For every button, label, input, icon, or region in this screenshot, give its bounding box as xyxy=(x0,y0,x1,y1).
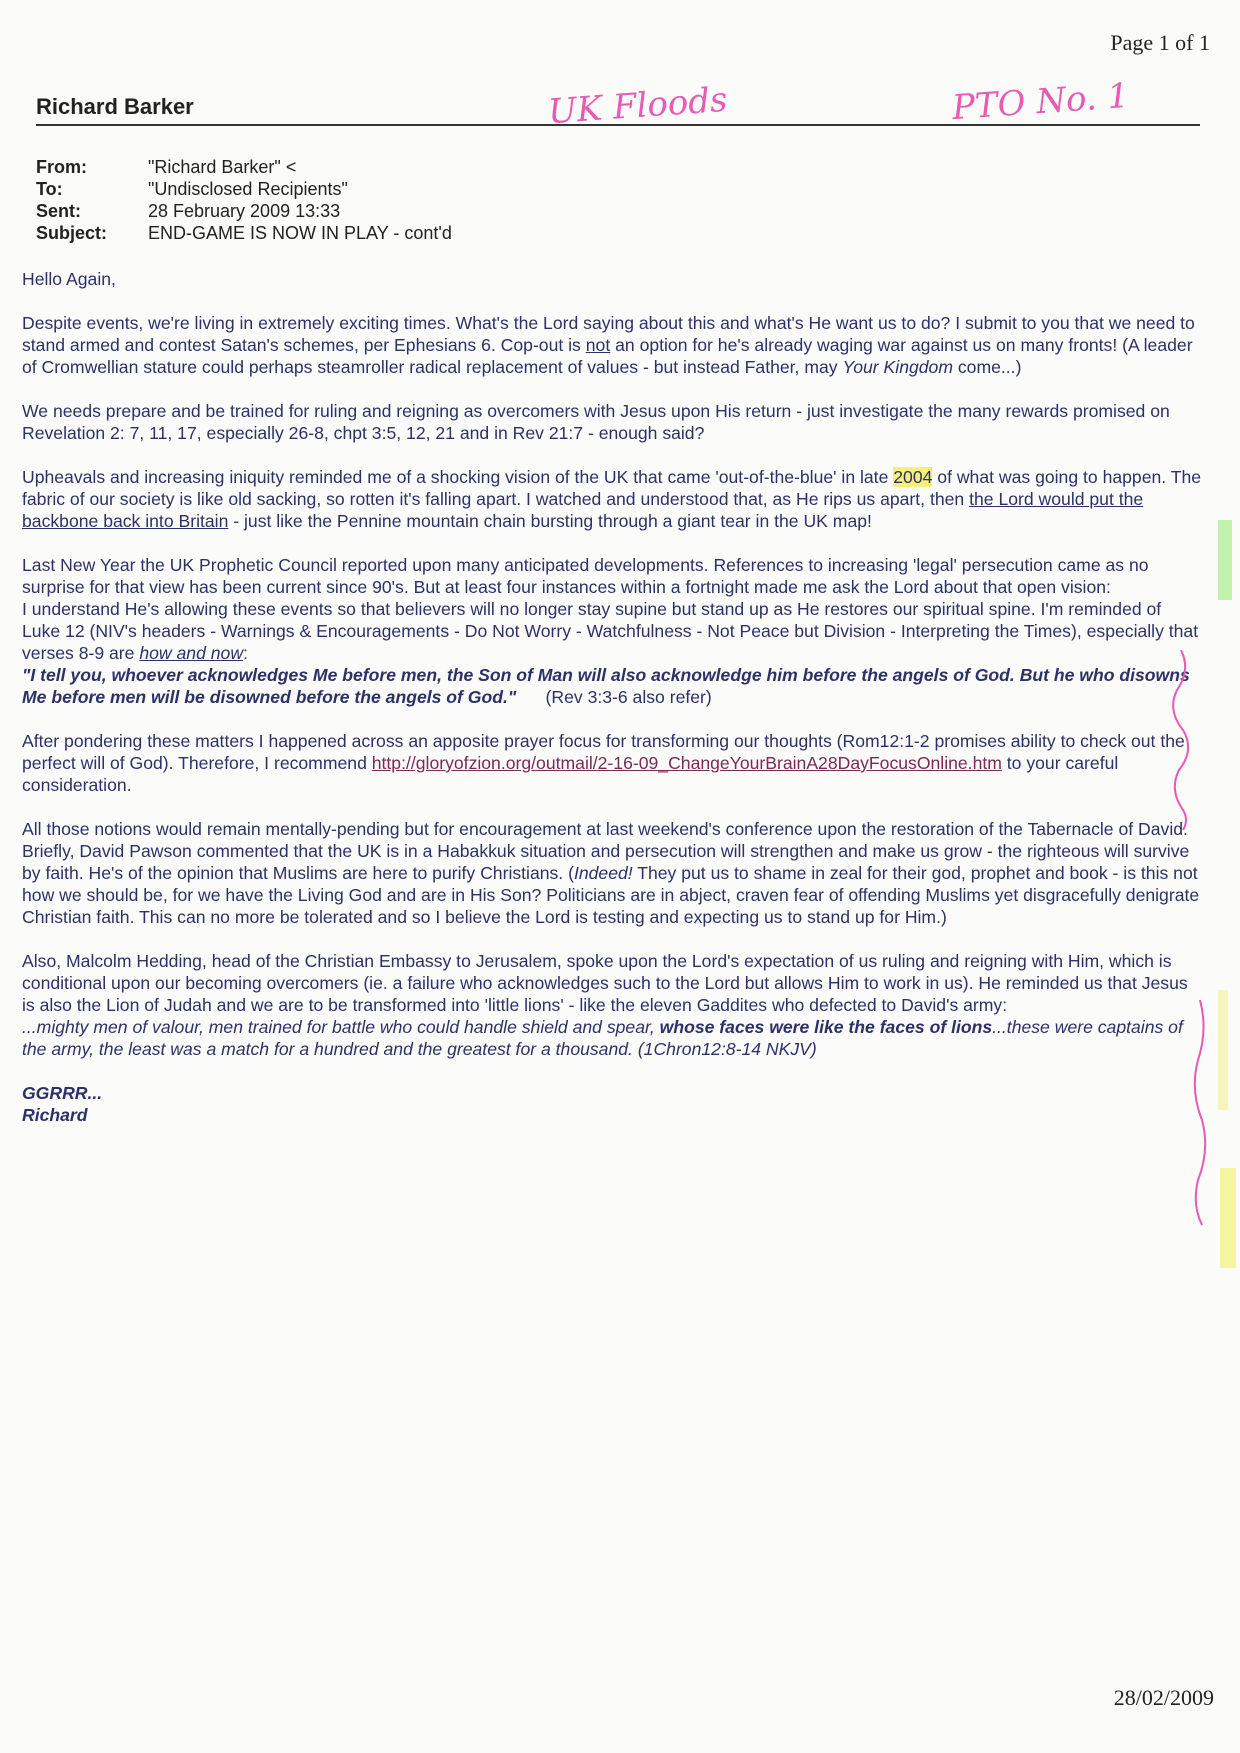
q2-text-b: ...these were captains of the army, the least was a match for a hundred and the greatest for a thousand. (1Chron12:8-14 NKJV) xyxy=(22,1017,1183,1059)
yellow-highlighter-mark xyxy=(1220,1168,1236,1268)
header-subject xyxy=(36,222,452,244)
p5-text-b: to your careful consideration. xyxy=(22,753,1119,795)
handwritten-note: PTO No. 1 xyxy=(950,75,1131,129)
to-label: To: xyxy=(36,179,63,199)
signature-name: Richard xyxy=(22,1105,88,1125)
q2-text-a: ...mighty men of valour, men trained for battle who could handle shield and spear, xyxy=(22,1017,660,1037)
p1-not: not xyxy=(585,335,611,355)
paragraph-3 xyxy=(22,466,1204,532)
p4-text-b: I understand He's allowing these events so that believers will no longer stay supine but stand up as He restores our spiritual spine. I'm reminded of Luke 12 (NIV's headers - Warnings & Encouragements - Do Not Worry - Watchfulness - Not Peace but Division - Interpreting the Times), especially that verses 8-9 are xyxy=(22,599,1199,663)
header-sent xyxy=(36,200,452,222)
sender-name: Richard Barker xyxy=(36,94,194,119)
paragraph-4b xyxy=(22,598,1204,664)
prayer-focus-link[interactable]: http://gloryofzion.org/outmail/2-16-09_ChangeYourBrainA28DayFocusOnline.htm xyxy=(371,753,1002,773)
handwritten-note: UK Floods xyxy=(546,79,729,133)
paragraph-4a: Last New Year the UK Prophetic Council reported upon many anticipated developments. References to increasing 'legal' persecution came as no surprise for that view has been current since 90's. But at least four instances within a fortnight made me ask the Lord about that open vision: xyxy=(22,555,1149,597)
pen-squiggle-icon xyxy=(1188,1000,1218,1230)
p1-text-c: come...) xyxy=(953,357,1022,377)
sent-value: 28 February 2009 13:33 xyxy=(148,201,341,221)
p3-text-a: Upheavals and increasing iniquity reminded me of a shocking vision of the UK that came 'out-of-the-blue' in late xyxy=(22,467,894,487)
p1-kingdom: Your Kingdom xyxy=(842,357,953,377)
quote-luke-ref: (Rev 3:3-6 also refer) xyxy=(516,687,712,707)
q2-bold: whose faces were like the faces of lions xyxy=(659,1017,993,1037)
paragraph-2: We needs prepare and be trained for ruling and reigning as overcomers with Jesus upon His return - just investigate the many rewards promised on Revelation 2: 7, 11, 17, especially 26-8, chpt 3:5, 12, 21 and in Rev 21:7 - enough said? xyxy=(22,401,1170,443)
p3-text-b: of what was going to happen. The fabric of our society is like old sacking, so rotten it's falling apart. I watched and understood that, as He rips us apart, then xyxy=(22,467,1202,509)
p3-year-highlight: 2004 xyxy=(893,467,933,487)
footer-date: 28/02/2009 xyxy=(1113,1685,1214,1710)
quote-chronicles xyxy=(22,1016,1204,1060)
subject-value: END-GAME IS NOW IN PLAY - cont'd xyxy=(148,223,452,243)
email-headers xyxy=(36,156,452,244)
email-body xyxy=(22,268,1204,1126)
to-value: "Undisclosed Recipients" xyxy=(148,179,348,199)
p4-underlined: how and now xyxy=(139,643,244,663)
p1-text-a: Despite events, we're living in extremely exciting times. What's the Lord saying about this and what's He want us to do? I submit to you that we need to stand armed and contest Satan's schemes, per Ephesians 6. Cop-out is xyxy=(22,313,1195,355)
paragraph-7: Also, Malcolm Hedding, head of the Christian Embassy to Jerusalem, spoke upon the Lord's expectation of us ruling and reigning with Him, which is conditional upon our becoming overcomers (ie. a failure who acknowledges such to the Lord but allows Him to work in us). He reminded us that Jesus is also the Lion of Judah and we are to be transformed into 'little lions' - like the eleven Gaddites who defected to David's army: xyxy=(22,951,1188,1015)
green-highlighter-mark xyxy=(1218,520,1232,600)
header-from xyxy=(36,156,452,178)
p1-text-b: an option for he's already waging war against us on many fronts! (A leader of Cromwellian stature could perhaps steamroller radical replacement of values - but instead Father, may xyxy=(22,335,1193,377)
from-label: From: xyxy=(36,157,87,177)
header-to xyxy=(36,178,452,200)
p3-text-c: - just like the Pennine mountain chain bursting through a giant tear in the UK map! xyxy=(228,511,872,531)
pen-squiggle-icon xyxy=(1166,650,1196,830)
p6-text-a: All those notions would remain mentally-pending but for encouragement at last weekend's conference upon the restoration of the Tabernacle of David. Briefly, David Pawson commented that the UK is in a Habakkuk situation and persecution will strengthen and make us grow - the righteous will survive by faith. He's of the opinion that Muslims are here to purify Christians. ( xyxy=(22,819,1190,883)
p6-indeed: Indeed! xyxy=(573,863,633,883)
paragraph-6 xyxy=(22,818,1204,928)
from-value: "Richard Barker" < xyxy=(148,157,297,177)
quote-luke-text: "I tell you, whoever acknowledges Me before men, the Son of Man will also acknowledge him before the angels of God. But he who disowns Me before men will be disowned before the angels of God." xyxy=(22,665,1190,707)
yellow-highlighter-mark xyxy=(1218,990,1228,1110)
sent-label: Sent: xyxy=(36,201,81,221)
paragraph-1 xyxy=(22,312,1204,378)
subject-label: Subject: xyxy=(36,223,108,243)
p5-text-a: After pondering these matters I happened across an apposite prayer focus for transforming our thoughts (Rom12:1-2 promises ability to check out the perfect will of God). Therefore, I recommend xyxy=(22,731,1185,773)
greeting: Hello Again, xyxy=(22,269,116,289)
paragraph-5 xyxy=(22,730,1204,796)
p6-text-b: They put us to shame in zeal for their god, prophet and book - is this not how we should be, for we have the Living God and are in His Son? Politicians are in abject, craven fear of offending Muslims yet disgracefully denigrate Christian faith. This can no more be tolerated and so I believe the Lord is testing and expecting us to stand up for Him.) xyxy=(22,863,1200,927)
quote-luke xyxy=(22,664,1204,708)
p4-text-c: : xyxy=(243,643,248,663)
page-number: Page 1 of 1 xyxy=(1110,30,1210,55)
p3-underlined: the Lord would put the backbone back into Britain xyxy=(22,489,1144,531)
signature-line-1: GGRRR... xyxy=(22,1083,103,1103)
